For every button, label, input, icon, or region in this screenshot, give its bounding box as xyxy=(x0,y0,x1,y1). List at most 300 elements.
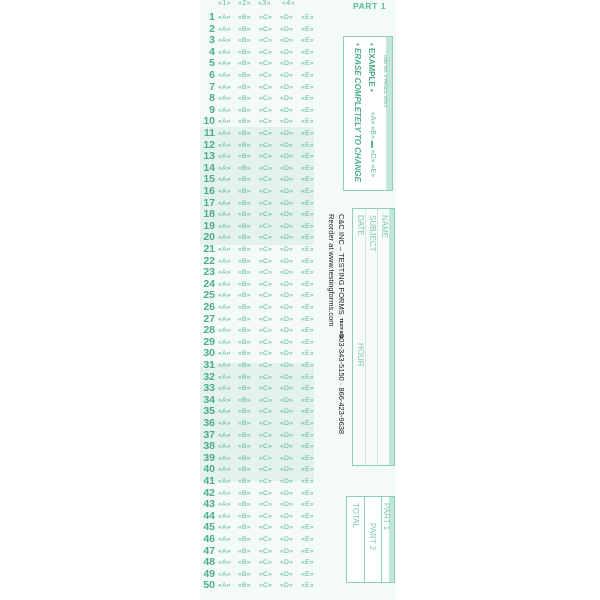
answer-bubble[interactable]: «A» xyxy=(218,269,231,277)
answer-bubble[interactable]: «C» xyxy=(259,362,273,369)
question-row xyxy=(200,24,315,36)
answer-bubble[interactable]: «C» xyxy=(259,72,273,79)
answer-bubble[interactable]: «B» xyxy=(238,106,251,114)
answer-bubble[interactable]: «D» xyxy=(280,211,294,219)
answer-bubble[interactable]: «E» xyxy=(301,315,314,323)
answer-bubble[interactable]: «B» xyxy=(238,431,251,439)
answer-bubble[interactable]: «B» xyxy=(238,362,251,369)
answer-bubble[interactable]: «D» xyxy=(280,582,294,590)
answer-bubble[interactable]: «E» xyxy=(301,373,314,381)
answer-bubble[interactable]: «C» xyxy=(259,408,273,416)
answer-bubble[interactable]: «A» xyxy=(218,396,231,404)
answer-bubble[interactable]: «D» xyxy=(280,396,294,404)
answer-bubble[interactable]: «B» xyxy=(238,524,251,532)
answer-bubble[interactable]: «C» xyxy=(259,570,273,578)
answer-bubble[interactable]: «D» xyxy=(280,489,294,497)
answer-bubble[interactable]: «E» xyxy=(301,14,314,21)
answer-bubble[interactable]: «E» xyxy=(301,153,314,161)
answer-bubble[interactable]: «C» xyxy=(259,48,273,56)
answer-bubble[interactable]: «A» xyxy=(218,234,231,242)
answer-bubble[interactable]: «D» xyxy=(280,373,294,381)
answer-bubble[interactable]: «B» xyxy=(238,408,251,416)
answer-bubble[interactable]: «A» xyxy=(218,512,231,520)
answer-bubble[interactable]: «C» xyxy=(259,153,273,161)
answer-bubble[interactable]: «C» xyxy=(259,176,273,184)
question-row xyxy=(200,360,315,372)
answer-bubble[interactable]: «D» xyxy=(280,478,294,485)
answer-bubble[interactable]: «E» xyxy=(301,25,314,33)
answer-bubble[interactable]: «D» xyxy=(280,454,294,462)
answer-bubble[interactable]: «B» xyxy=(238,25,251,33)
answer-bubble[interactable]: «C» xyxy=(259,454,273,462)
answer-bubble[interactable]: «D» xyxy=(280,130,294,137)
answer-bubble[interactable]: «D» xyxy=(280,188,294,195)
answer-bubble[interactable]: «D» xyxy=(280,362,294,369)
answer-bubble[interactable]: «D» xyxy=(280,25,294,33)
answer-bubble[interactable]: «A» xyxy=(218,83,231,91)
answer-bubble[interactable]: «C» xyxy=(259,106,273,114)
date-label: DATE xyxy=(356,215,365,236)
answer-bubble[interactable]: «C» xyxy=(259,37,273,45)
answer-bubble[interactable]: «C» xyxy=(259,466,273,474)
answer-bubble[interactable]: «E» xyxy=(301,396,314,404)
answer-bubble[interactable]: «C» xyxy=(259,130,273,137)
answer-bubble[interactable]: «D» xyxy=(280,106,294,114)
answer-bubble[interactable]: «C» xyxy=(259,489,273,497)
answer-bubble[interactable]: «A» xyxy=(218,362,231,369)
answer-bubble[interactable]: «D» xyxy=(280,431,294,439)
answer-bubble[interactable]: «A» xyxy=(218,489,231,497)
answer-bubble[interactable]: «E» xyxy=(301,72,314,79)
answer-bubble[interactable]: «C» xyxy=(259,547,273,555)
answer-bubble[interactable]: «C» xyxy=(259,25,273,33)
answer-bubble[interactable]: «C» xyxy=(259,292,273,300)
answer-bubble[interactable]: «E» xyxy=(301,130,314,137)
answer-bubble[interactable]: «B» xyxy=(238,478,251,485)
answer-bubble[interactable]: «C» xyxy=(259,141,273,149)
answer-bubble[interactable]: «E» xyxy=(301,257,314,265)
answer-bubble[interactable]: «C» xyxy=(259,83,273,91)
answer-bubble[interactable]: «D» xyxy=(280,466,294,474)
answer-bubble[interactable]: «E» xyxy=(301,420,314,427)
answer-bubble[interactable]: «B» xyxy=(238,153,251,161)
answer-bubble[interactable]: «B» xyxy=(238,547,251,555)
answer-bubble[interactable]: «E» xyxy=(301,304,314,311)
question-number: 46 xyxy=(203,533,215,545)
answer-bubble[interactable]: «A» xyxy=(218,211,231,219)
question-number: 14 xyxy=(203,161,215,174)
answer-bubble[interactable]: «A» xyxy=(218,315,231,323)
answer-bubble[interactable]: «B» xyxy=(238,292,251,300)
question-row xyxy=(200,116,315,128)
answer-bubble[interactable]: «C» xyxy=(259,524,273,532)
answer-bubble[interactable]: «D» xyxy=(280,315,294,323)
answer-bubble[interactable]: «D» xyxy=(280,83,294,91)
answer-bubble[interactable]: «B» xyxy=(238,188,251,195)
answer-bubble[interactable]: «D» xyxy=(280,327,294,335)
answer-bubble[interactable]: «E» xyxy=(301,327,314,335)
answer-bubble[interactable]: «A» xyxy=(218,501,231,509)
answer-bubble[interactable]: «B» xyxy=(238,83,251,91)
answer-bubble[interactable]: «A» xyxy=(218,188,231,195)
answer-bubble[interactable]: «A» xyxy=(218,164,231,172)
answer-bubble[interactable]: «A» xyxy=(218,106,231,114)
answer-bubble[interactable]: «A» xyxy=(218,582,231,590)
answer-bubble[interactable]: «D» xyxy=(280,570,294,578)
answer-bubble[interactable]: «B» xyxy=(238,164,251,172)
answer-bubble[interactable]: «E» xyxy=(301,350,314,358)
answer-bubble[interactable]: «D» xyxy=(280,420,294,427)
answer-bubble[interactable]: «B» xyxy=(238,176,251,184)
answer-bubble[interactable]: «A» xyxy=(218,327,231,335)
answer-bubble[interactable]: «C» xyxy=(259,582,273,590)
answer-bubble[interactable]: «C» xyxy=(259,280,273,288)
answer-bubble[interactable]: «A» xyxy=(218,222,231,230)
answer-bubble[interactable]: «E» xyxy=(301,408,314,416)
answer-bubble[interactable]: «D» xyxy=(280,280,294,288)
answer-bubble[interactable]: «C» xyxy=(259,559,273,567)
column-head-2: «2» xyxy=(238,0,252,7)
answer-bubble[interactable]: «C» xyxy=(259,14,273,21)
example-choices: «A» «B» ▬ «D» «E» xyxy=(369,112,376,177)
answer-bubble[interactable]: «E» xyxy=(301,211,314,219)
answer-bubble[interactable]: «A» xyxy=(218,95,231,103)
answer-bubble[interactable]: «C» xyxy=(259,222,273,230)
answer-bubble[interactable]: «A» xyxy=(218,547,231,555)
answer-bubble[interactable]: «D» xyxy=(280,559,294,567)
answer-bubble[interactable]: «C» xyxy=(259,396,273,404)
answer-bubble[interactable]: «A» xyxy=(218,246,231,253)
answer-bubble[interactable]: «D» xyxy=(280,269,294,277)
part1-label: PART 1 xyxy=(382,503,391,531)
answer-bubble[interactable]: «B» xyxy=(238,48,251,56)
answer-bubble[interactable]: «B» xyxy=(238,512,251,520)
answer-bubble[interactable]: «D» xyxy=(280,501,294,509)
answer-bubble[interactable]: «E» xyxy=(301,489,314,497)
answer-bubble[interactable]: «A» xyxy=(218,466,231,474)
answer-bubble[interactable]: «A» xyxy=(218,443,231,451)
answer-bubble[interactable]: «E» xyxy=(301,454,314,462)
answer-bubble[interactable]: «B» xyxy=(238,385,251,393)
answer-bubble[interactable]: «E» xyxy=(301,141,314,149)
question-row xyxy=(200,488,315,500)
answer-bubble[interactable]: «D» xyxy=(280,338,294,346)
answer-bubble[interactable]: «C» xyxy=(259,501,273,509)
erase-note: • ERASE COMPLETELY TO CHANGE xyxy=(353,43,362,182)
answer-bubble[interactable]: «D» xyxy=(280,153,294,161)
answer-bubble[interactable]: «E» xyxy=(301,466,314,474)
answer-bubble[interactable]: «B» xyxy=(238,501,251,509)
question-row xyxy=(200,232,315,244)
answer-bubble[interactable]: «E» xyxy=(301,582,314,590)
answer-bubble[interactable]: «A» xyxy=(218,385,231,393)
question-row xyxy=(200,302,315,314)
answer-bubble[interactable]: «A» xyxy=(218,431,231,439)
answer-bubble[interactable]: «D» xyxy=(280,37,294,45)
answer-bubble[interactable]: «B» xyxy=(238,327,251,335)
answer-bubble[interactable]: «D» xyxy=(280,408,294,416)
answer-bubble[interactable]: «E» xyxy=(301,431,314,439)
answer-bubble[interactable]: «B» xyxy=(238,582,251,590)
answer-bubble[interactable]: «D» xyxy=(280,95,294,103)
question-row xyxy=(200,372,315,384)
answer-bubble[interactable]: «E» xyxy=(301,95,314,103)
answer-bubble[interactable]: «C» xyxy=(259,315,273,323)
answer-bubble[interactable]: «C» xyxy=(259,431,273,439)
answer-bubble[interactable]: «C» xyxy=(259,118,273,126)
answer-bubble[interactable]: «E» xyxy=(301,37,314,45)
question-row xyxy=(200,522,315,534)
answer-bubble[interactable]: «C» xyxy=(259,60,273,68)
answer-bubble[interactable]: «C» xyxy=(259,443,273,451)
question-number: 45 xyxy=(203,521,215,534)
answer-bubble[interactable]: «B» xyxy=(238,315,251,323)
answer-bubble[interactable]: «B» xyxy=(238,14,251,21)
question-number: 16 xyxy=(203,185,215,197)
answer-bubble[interactable]: «B» xyxy=(238,420,251,427)
question-number: 42 xyxy=(203,486,215,499)
answer-bubble[interactable]: «D» xyxy=(280,234,294,242)
answer-bubble[interactable]: «A» xyxy=(218,153,231,161)
answer-bubble[interactable]: «A» xyxy=(218,280,231,288)
answer-bubble[interactable]: «C» xyxy=(259,373,273,381)
answer-bubble[interactable]: «A» xyxy=(218,373,231,381)
answer-bubble[interactable]: «A» xyxy=(218,141,231,149)
question-number: 25 xyxy=(203,289,215,302)
answer-bubble[interactable]: «B» xyxy=(238,338,251,346)
answer-bubble[interactable]: «B» xyxy=(238,60,251,68)
answer-bubble[interactable]: «B» xyxy=(238,199,251,207)
answer-bubble[interactable]: «D» xyxy=(280,118,294,126)
answer-bubble[interactable]: «C» xyxy=(259,257,273,265)
answer-bubble[interactable]: «C» xyxy=(259,95,273,103)
answer-bubble[interactable]: «B» xyxy=(238,118,251,126)
answer-bubble[interactable]: «A» xyxy=(218,559,231,567)
answer-bubble[interactable]: «D» xyxy=(280,350,294,358)
answer-bubble[interactable]: «E» xyxy=(301,188,314,195)
question-row xyxy=(200,256,315,268)
answer-bubble[interactable]: «E» xyxy=(301,512,314,520)
answer-bubble[interactable]: «E» xyxy=(301,48,314,56)
question-number: 8 xyxy=(209,92,215,105)
answer-bubble[interactable]: «B» xyxy=(238,141,251,149)
answer-bubble[interactable]: «E» xyxy=(301,280,314,288)
question-number: 2 xyxy=(209,22,215,35)
answer-bubble[interactable]: «E» xyxy=(301,524,314,532)
answer-bubble[interactable]: «B» xyxy=(238,536,251,543)
answer-bubble[interactable]: «E» xyxy=(301,385,314,393)
answer-bubble[interactable]: «C» xyxy=(259,164,273,172)
answer-bubble[interactable]: «C» xyxy=(259,385,273,393)
answer-bubble[interactable]: «C» xyxy=(259,269,273,277)
answer-bubble[interactable]: «A» xyxy=(218,408,231,416)
answer-bubble[interactable]: «B» xyxy=(238,489,251,497)
answer-bubble[interactable]: «C» xyxy=(259,327,273,335)
answer-bubble[interactable]: «C» xyxy=(259,234,273,242)
answer-bubble[interactable]: «D» xyxy=(280,536,294,543)
answer-bubble[interactable]: «E» xyxy=(301,246,314,253)
answer-bubble[interactable]: «D» xyxy=(280,443,294,451)
answer-bubble[interactable]: «C» xyxy=(259,188,273,195)
answer-bubble[interactable]: «B» xyxy=(238,466,251,474)
answer-bubble[interactable]: «D» xyxy=(280,512,294,520)
answer-bubble[interactable]: «E» xyxy=(301,501,314,509)
question-number: 47 xyxy=(203,544,215,557)
answer-bubble[interactable]: «A» xyxy=(218,304,231,311)
answer-bubble[interactable]: «C» xyxy=(259,211,273,219)
question-row xyxy=(200,546,315,558)
question-row xyxy=(200,453,315,465)
answer-bubble[interactable]: «D» xyxy=(280,547,294,555)
answer-bubble[interactable]: «A» xyxy=(218,60,231,68)
answer-bubble[interactable]: «D» xyxy=(280,60,294,68)
question-number: 7 xyxy=(209,80,215,93)
answer-bubble[interactable]: «E» xyxy=(301,547,314,555)
answer-bubble[interactable]: «E» xyxy=(301,106,314,114)
question-row xyxy=(200,140,315,152)
answer-bubble[interactable]: «C» xyxy=(259,420,273,427)
answer-bubble[interactable]: «D» xyxy=(280,222,294,230)
answer-bubble[interactable]: «A» xyxy=(218,524,231,532)
answer-bubble[interactable]: «E» xyxy=(301,559,314,567)
question-row xyxy=(200,348,315,360)
answer-bubble[interactable]: «E» xyxy=(301,222,314,230)
question-number: 35 xyxy=(203,405,215,418)
answer-bubble[interactable]: «D» xyxy=(280,14,294,21)
answer-bubble[interactable]: «D» xyxy=(280,72,294,79)
answer-bubble[interactable]: «E» xyxy=(301,176,314,184)
answer-bubble[interactable]: «A» xyxy=(218,176,231,184)
answer-bubble[interactable]: «E» xyxy=(301,362,314,369)
answer-bubble[interactable]: «D» xyxy=(280,246,294,253)
answer-bubble[interactable]: «E» xyxy=(301,478,314,485)
answer-bubble[interactable]: «D» xyxy=(280,385,294,393)
answer-bubble[interactable]: «A» xyxy=(218,25,231,33)
answer-bubble[interactable]: «D» xyxy=(280,141,294,149)
answer-bubble[interactable]: «B» xyxy=(238,234,251,242)
answer-bubble[interactable]: «B» xyxy=(238,246,251,253)
answer-bubble[interactable]: «A» xyxy=(218,454,231,462)
answer-bubble[interactable]: «C» xyxy=(259,338,273,346)
answer-bubble[interactable]: «B» xyxy=(238,269,251,277)
answer-bubble[interactable]: «A» xyxy=(218,478,231,485)
answer-bubble[interactable]: «C» xyxy=(259,199,273,207)
answer-bubble[interactable]: «E» xyxy=(301,83,314,91)
question-number: 40 xyxy=(203,463,215,476)
answer-bubble[interactable]: «E» xyxy=(301,199,314,207)
answer-bubble[interactable]: «C» xyxy=(259,304,273,311)
question-number: 13 xyxy=(203,150,215,163)
answer-bubble[interactable]: «A» xyxy=(218,257,231,265)
answer-bubble[interactable]: «C» xyxy=(259,246,273,253)
answer-bubble[interactable]: «D» xyxy=(280,164,294,172)
answer-bubble[interactable]: «B» xyxy=(238,304,251,311)
question-row xyxy=(200,244,315,256)
answer-bubble[interactable]: «E» xyxy=(301,164,314,172)
answer-bubble[interactable]: «D» xyxy=(280,199,294,207)
question-number: 39 xyxy=(203,451,215,464)
question-row xyxy=(200,499,315,511)
hour-label: HOUR xyxy=(356,343,365,367)
answer-bubble[interactable]: «B» xyxy=(238,95,251,103)
answer-bubble[interactable]: «B» xyxy=(238,72,251,79)
answer-bubble[interactable]: «B» xyxy=(238,280,251,288)
answer-bubble[interactable]: «A» xyxy=(218,420,231,427)
question-row xyxy=(200,12,315,24)
answer-bubble[interactable]: «C» xyxy=(259,536,273,543)
column-head-4: «4» xyxy=(282,0,296,7)
answer-bubble[interactable]: «E» xyxy=(301,118,314,126)
answer-bubble[interactable]: «C» xyxy=(259,350,273,358)
answer-bubble[interactable]: «A» xyxy=(218,14,231,21)
answer-bubble[interactable]: «B» xyxy=(238,222,251,230)
vendor-form-code: TEST-882 xyxy=(339,318,344,339)
answer-bubble[interactable]: «A» xyxy=(218,72,231,79)
answer-bubble[interactable]: «D» xyxy=(280,257,294,265)
answer-bubble[interactable]: «C» xyxy=(259,478,273,485)
answer-bubble[interactable]: «D» xyxy=(280,176,294,184)
answer-bubble[interactable]: «E» xyxy=(301,536,314,543)
answer-bubble[interactable]: «A» xyxy=(218,338,231,346)
answer-bubble[interactable]: «A» xyxy=(218,118,231,126)
answer-bubble[interactable]: «B» xyxy=(238,570,251,578)
answer-bubble[interactable]: «D» xyxy=(280,292,294,300)
answer-bubble[interactable]: «E» xyxy=(301,338,314,346)
answer-bubble[interactable]: «B» xyxy=(238,350,251,358)
question-row xyxy=(200,441,315,453)
question-number: 19 xyxy=(203,219,215,232)
answer-bubble[interactable]: «E» xyxy=(301,269,314,277)
question-number: 22 xyxy=(203,254,215,267)
question-number: 43 xyxy=(203,498,215,511)
question-row xyxy=(200,290,315,302)
answer-bubble[interactable]: «A» xyxy=(218,48,231,56)
answer-bubble[interactable]: «E» xyxy=(301,234,314,242)
answer-bubble[interactable]: «B» xyxy=(238,37,251,45)
question-number: 31 xyxy=(203,359,215,371)
answer-bubble[interactable]: «A» xyxy=(218,130,231,137)
answer-bubble[interactable]: «B» xyxy=(238,559,251,567)
answer-bubble[interactable]: «E» xyxy=(301,570,314,578)
question-number: 38 xyxy=(203,440,215,453)
question-number: 32 xyxy=(203,370,215,383)
answer-bubble[interactable]: «B» xyxy=(238,373,251,381)
subject-label: SUBJECT xyxy=(368,215,377,252)
answer-bubble[interactable]: «D» xyxy=(280,48,294,56)
answer-bubble[interactable]: «A» xyxy=(218,292,231,300)
answer-bubble[interactable]: «B» xyxy=(238,211,251,219)
answer-bubble[interactable]: «B» xyxy=(238,454,251,462)
answer-bubble[interactable]: «E» xyxy=(301,292,314,300)
answer-bubble[interactable]: «B» xyxy=(238,443,251,451)
question-row xyxy=(200,325,315,337)
answer-bubble[interactable]: «A» xyxy=(218,199,231,207)
answer-bubble[interactable]: «B» xyxy=(238,396,251,404)
question-number: 17 xyxy=(203,196,215,209)
question-row xyxy=(200,383,315,395)
answer-bubble[interactable]: «A» xyxy=(218,536,231,543)
answer-bubble[interactable]: «E» xyxy=(301,443,314,451)
answer-bubble[interactable]: «A» xyxy=(218,350,231,358)
answer-bubble[interactable]: «D» xyxy=(280,524,294,532)
answer-bubble[interactable]: «A» xyxy=(218,37,231,45)
answer-bubble[interactable]: «E» xyxy=(301,60,314,68)
answer-bubble[interactable]: «B» xyxy=(238,257,251,265)
answer-bubble[interactable]: «A» xyxy=(218,570,231,578)
answer-bubble[interactable]: «C» xyxy=(259,512,273,520)
answer-bubble[interactable]: «B» xyxy=(238,130,251,137)
answer-bubble[interactable]: «D» xyxy=(280,304,294,311)
